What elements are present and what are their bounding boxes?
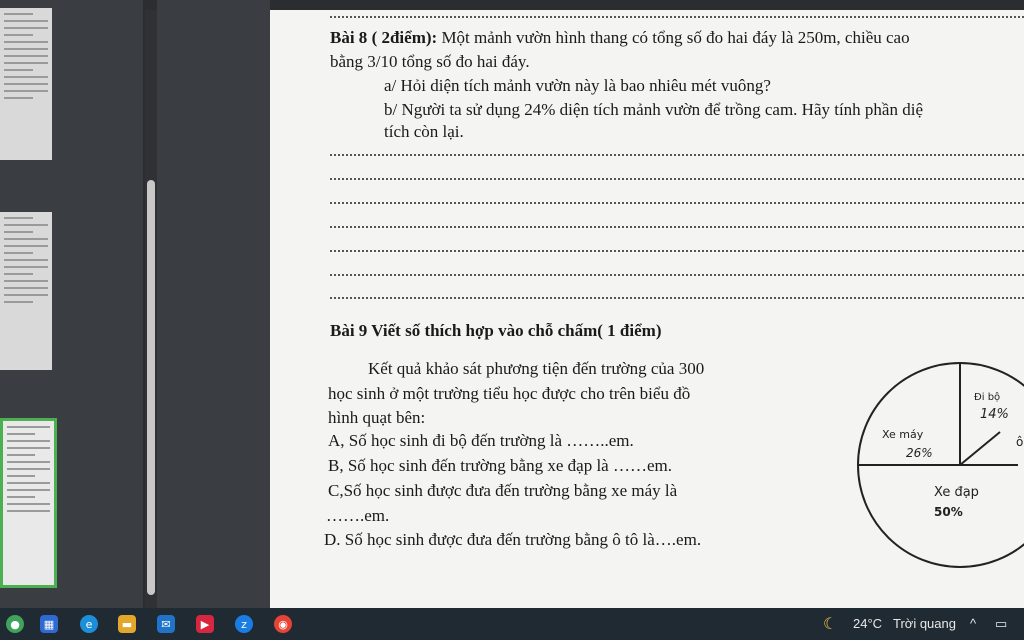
slice-label-dibo: Đi bộ	[974, 392, 1001, 403]
bai9-question-c-cont: …….em.	[326, 506, 390, 525]
slice-label-oto-cut: ô	[1016, 435, 1024, 449]
start-icon[interactable]: ●	[6, 615, 24, 633]
bai9-paragraph: hình quạt bên:	[328, 408, 426, 427]
bai8-heading: ( 2điểm):	[367, 28, 442, 47]
page-thumbnail[interactable]	[0, 212, 52, 370]
slice-label-xemay: Xe máy	[882, 428, 924, 441]
bai9-paragraph: học sinh ở một trường tiểu học được cho trên biểu đồ	[328, 384, 691, 403]
battery-icon[interactable]: ▭	[995, 616, 1008, 631]
answer-line	[330, 226, 1024, 228]
thumbnail-sidebar	[0, 0, 143, 608]
bai8-line1	[330, 27, 910, 49]
sidebar-scrollbar[interactable]	[145, 10, 157, 608]
edge-icon[interactable]: e	[80, 615, 98, 633]
bai8-question-b: b/ Người ta sử dụng 24% diện tích mảnh vườn để trồng cam. Hãy tính phần diệ	[384, 100, 923, 119]
viewer-background	[157, 0, 270, 608]
document-page	[270, 10, 1024, 608]
answer-line	[330, 250, 1024, 252]
bai9-question-b: B, Số học sinh đến trường bằng xe đạp là ……em.	[328, 456, 672, 475]
scrollbar-thumb[interactable]	[147, 180, 155, 595]
bai8-question-a: a/ Hỏi diện tích mảnh vườn này là bao nhiêu mét vuông?	[384, 76, 771, 95]
answer-line	[330, 202, 1024, 204]
page-thumbnail-selected[interactable]	[0, 418, 57, 588]
answer-line	[330, 178, 1024, 180]
bai9-question-c: C,Số học sinh được đưa đến trường bằng xe máy là	[328, 481, 678, 500]
dotted-line	[330, 16, 1024, 18]
slice-value-dibo: 14%	[980, 407, 1009, 422]
pie-chart	[850, 360, 1024, 600]
app-icon[interactable]: ▶	[196, 615, 214, 633]
zalo-icon[interactable]: z	[235, 615, 253, 633]
bai9-title: Bài 9 Viết số thích hợp vào chỗ chấm( 1 điểm)	[330, 321, 662, 340]
page-thumbnail[interactable]	[0, 8, 52, 160]
bai9-question-d: D. Số học sinh được đưa đến trường bằng ô tô là….em.	[324, 530, 702, 549]
chevron-up-icon[interactable]: ^	[970, 616, 977, 631]
weather-temp[interactable]: 24°C	[853, 616, 883, 631]
bai8-title: Bài 8	[330, 28, 368, 47]
bai9-question-a: A, Số học sinh đi bộ đến trường là ……..em.	[328, 431, 634, 450]
answer-line	[330, 297, 1024, 299]
answer-line	[330, 154, 1024, 156]
bai8-text: Một mảnh vườn hình thang có tổng số đo hai đáy là 250m, chiều cao	[441, 28, 910, 47]
weather-text[interactable]: Trời quang	[893, 616, 956, 631]
mail-icon[interactable]: ✉	[157, 615, 175, 633]
slice-value-xemay: 26%	[906, 446, 933, 460]
answer-line	[330, 274, 1024, 276]
slice-value-xedap: 50%	[934, 505, 963, 519]
bai9-paragraph: Kết quả khảo sát phương tiện đến trường của 300	[368, 359, 705, 378]
slice-label-xedap: Xe đạp	[934, 485, 979, 500]
folder-icon[interactable]: ▬	[118, 615, 136, 633]
taskbar	[0, 608, 1024, 640]
task-view-icon[interactable]: ▦	[40, 615, 58, 633]
bai8-line2: bằng 3/10 tổng số đo hai đáy.	[330, 52, 530, 71]
pie-divider-line	[960, 432, 1000, 465]
moon-icon[interactable]: ☾	[823, 616, 838, 633]
bai8-question-b-cont: tích còn lại.	[384, 122, 464, 141]
chrome-icon[interactable]: ◉	[274, 615, 292, 633]
